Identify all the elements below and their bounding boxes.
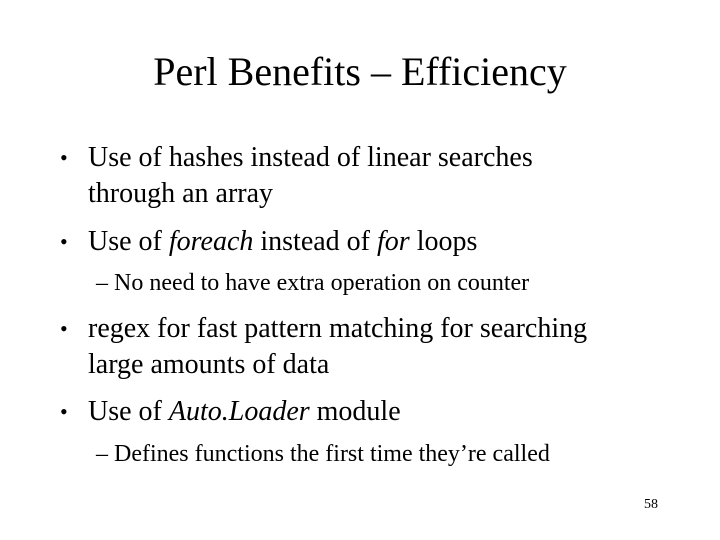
bullet-text-middle: instead of <box>253 226 378 257</box>
sub-bullet-counter: – No need to have extra operation on counter <box>96 270 530 296</box>
sub-bullet-defines: – Defines functions the first time they’re called <box>96 441 550 467</box>
bullet-text-line2: through an array <box>88 178 274 209</box>
bullet-marker: • <box>60 229 68 254</box>
slide-title: Perl Benefits – Efficiency <box>153 49 567 94</box>
bullet-text <box>88 224 660 260</box>
bullet-text-line1: regex for fast pattern matching for searching <box>88 313 588 344</box>
page-number: 58 <box>644 497 658 512</box>
bullet-text-suffix: loops <box>409 226 478 257</box>
bullet-foreach <box>60 224 660 260</box>
bullet-text-emphasis-for: for <box>377 226 410 257</box>
bullet-marker: • <box>60 316 68 341</box>
bullet-text-emphasis-autoloader: Auto.Loader <box>168 396 310 427</box>
bullet-hashes <box>60 140 660 212</box>
bullet-marker: • <box>60 399 68 424</box>
bullet-text-emphasis-foreach: foreach <box>168 226 254 257</box>
bullet-text-line2: large amounts of data <box>88 349 330 380</box>
bullet-text <box>88 394 660 430</box>
bullet-text-prefix: Use of <box>88 226 169 257</box>
bullet-autoloader <box>60 394 660 430</box>
bullet-marker: • <box>60 145 68 170</box>
bullet-text-prefix: Use of <box>88 396 169 427</box>
bullet-text-suffix: module <box>309 396 401 427</box>
bullet-text-line1: Use of hashes instead of linear searches <box>88 142 533 173</box>
bullet-regex <box>60 311 660 383</box>
